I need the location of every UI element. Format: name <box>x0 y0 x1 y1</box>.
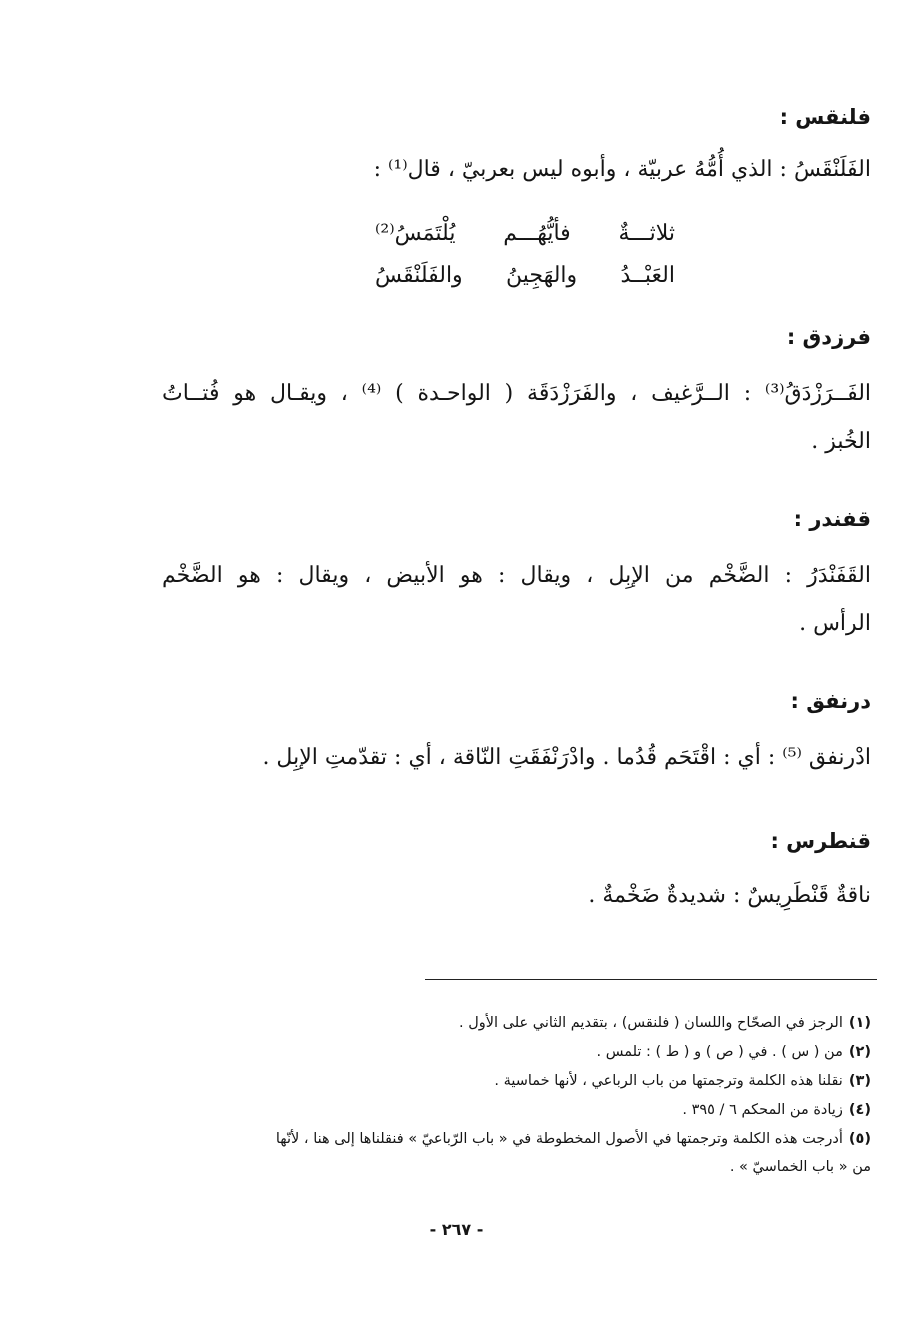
footnote-1 <box>162 1010 871 1036</box>
footnote-5-continuation <box>162 1154 871 1180</box>
entry-heading-falanqas: فلنقس : <box>779 105 871 129</box>
footnote-text: أدرجت هذه الكلمة وترجمتها في الأصول المخطوطة في « باب الرّباعيّ » فنقلناها إلى هنا ، لأنّها <box>275 1131 843 1147</box>
entry-heading-darnafaq: درنفق : <box>790 689 871 713</box>
footnote-4 <box>162 1097 871 1123</box>
verse-line-1 <box>375 214 675 254</box>
footnote-text: الرجز في الصحّاح واللسان ( فلنقس) ، بتقديم الثاني على الأول . <box>459 1015 843 1031</box>
entry-definition-falanqas: الفَلَنْقَسُ : الذي أُمُّهُ عربيّة ، وأبوه ليس بعربيّ ، قال⁽¹⁾ : <box>373 157 871 182</box>
verse-word: ثلاثـــةٌ <box>618 221 675 246</box>
footnote-number: (٢) <box>848 1044 871 1060</box>
entry-definition-qantaras: ناقةٌ قَنْطَرِيسٌ : شديدةٌ ضَخْمةٌ . <box>588 883 871 908</box>
entry-definition-qafandar-line2: الرأس . <box>799 611 871 636</box>
footnote-number: (٥) <box>848 1131 871 1147</box>
verse-word: العَبْــدُ <box>620 263 675 288</box>
footnote-text: من ( س ) . في ( ص ) و ( ط ) : تلمس . <box>596 1044 843 1060</box>
footnote-number: (١) <box>848 1015 871 1031</box>
verse-line-2 <box>375 256 675 296</box>
verse-word: فأيُّهُـــم <box>503 221 571 246</box>
entry-heading-qafandar: قفندر : <box>793 507 871 531</box>
verse-word: والفَلَنْقَسُ <box>375 263 463 288</box>
verse-word: يُلْتَمَسُ⁽²⁾ <box>375 221 456 246</box>
entry-definition-qafandar-line1: القَفَنْدَرُ : الضَّخْم من الإبِل ، ويقال : هو الأبيض ، ويقال : هو الضَّخْم <box>162 563 871 588</box>
verse-word: والهَجِينُ <box>506 263 578 288</box>
footnote-text: زيادة من المحكم ٦ / ٣٩٥ . <box>682 1102 843 1118</box>
footnote-number: (٣) <box>848 1073 871 1089</box>
entry-definition-darnafaq: ادْرنفق ⁽⁵⁾ : أي : اقْتَحَم قُدُما . وادْرَنْفَقَتِ النّاقة ، أي : تقدّمتِ الإبِل . <box>262 745 871 770</box>
entry-definition-farazdaq-line2: الخُبز . <box>811 429 871 454</box>
entry-heading-farazdaq: فرزدق : <box>786 325 871 349</box>
entry-heading-qantaras: قنطرس : <box>770 829 871 853</box>
entry-definition-farazdaq-line1: الفَــرَزْدَقُ⁽³⁾ : الــرَّغيف ، والفَرَزْدَقَة ( الواحـدة ) ⁽⁴⁾ ، ويقـال هو فُتــاتُ <box>162 381 872 406</box>
footnote-separator <box>425 979 877 980</box>
footnote-number: (٤) <box>848 1102 871 1118</box>
footnote-2 <box>162 1039 871 1065</box>
footnote-3 <box>162 1068 871 1094</box>
footnote-5 <box>162 1126 871 1152</box>
page-number: - ٢٦٧ - <box>429 1220 484 1239</box>
footnote-text: من « باب الخماسيّ » . <box>729 1159 871 1175</box>
footnote-text: نقلنا هذه الكلمة وترجمتها من باب الرباعي ، لأنها خماسية . <box>494 1073 843 1089</box>
